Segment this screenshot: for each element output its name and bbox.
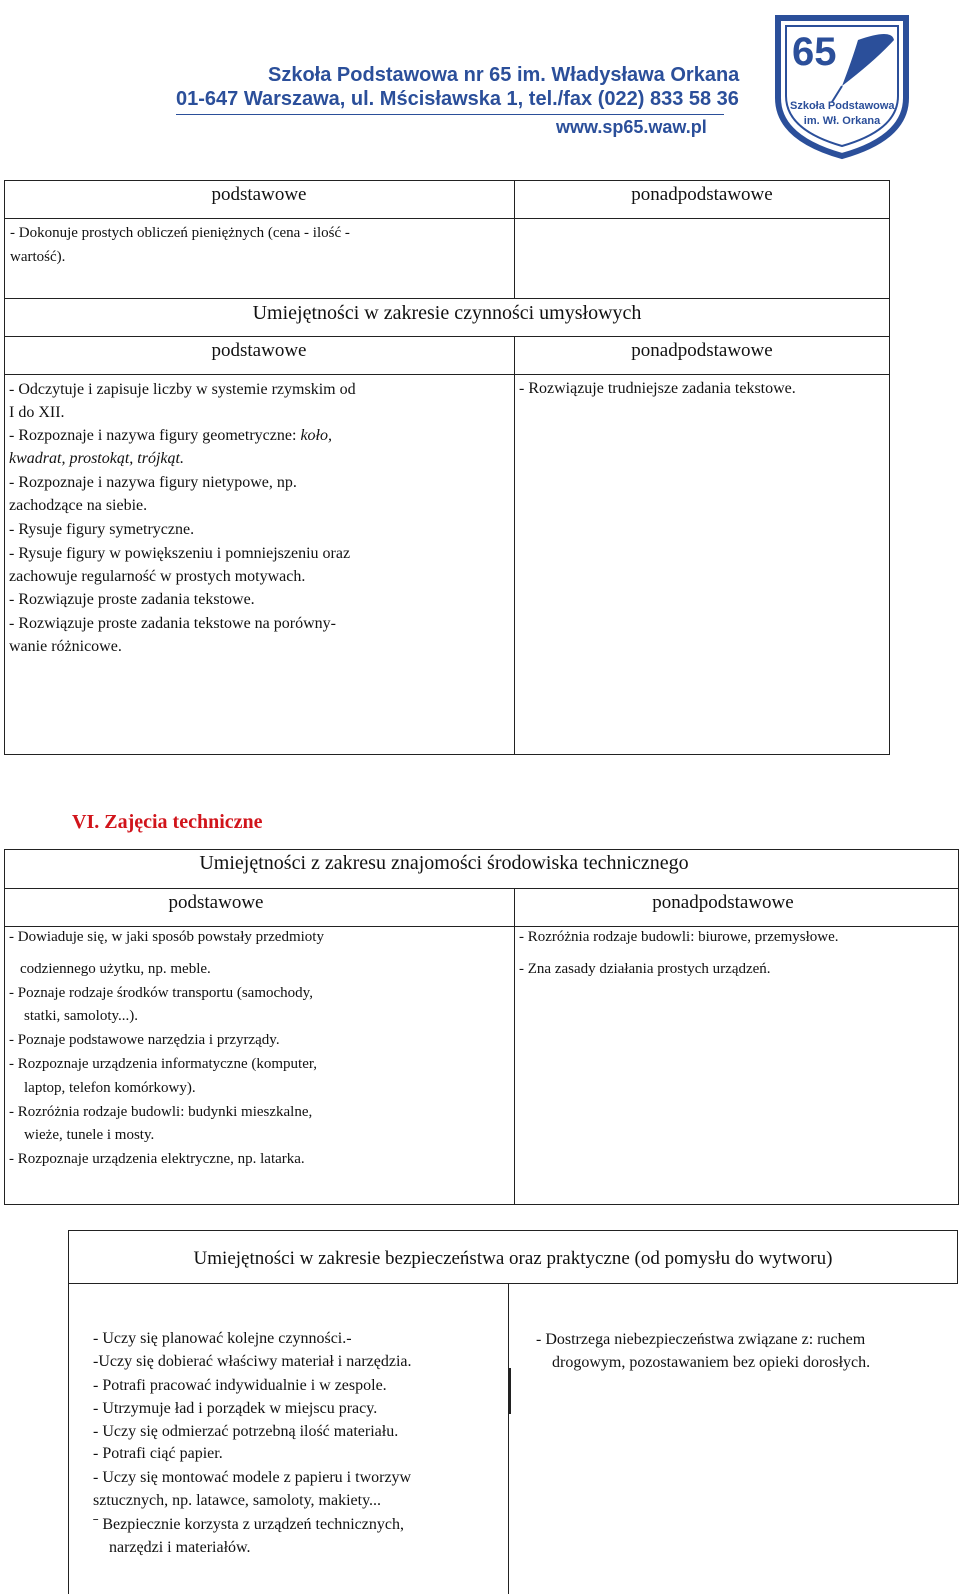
school-logo (772, 10, 912, 160)
table3-basic-line: - Dowiaduje się, w jaki sposób powstały przedmioty (9, 929, 324, 945)
table4-basic-line: - Utrzymuje ład i porządek w miejscu pracy. (93, 1400, 378, 1417)
table3-title: Umiejętności z zakresu znajomości środowiska technicznego (199, 852, 689, 874)
table2-basic-line: zachowuje regularność w prostych motywach. (9, 568, 306, 585)
table2-basic-line-text: - Rozpoznaje i nazywa figury geometryczne: (9, 427, 301, 444)
table3-basic-line: - Rozróżnia rodzaje budowli: budynki mieszkalne, (9, 1104, 313, 1120)
school-address: 01-647 Warszawa, ul. Mścisławska 1, tel./fax (022) 833 58 36 (176, 88, 739, 110)
table4-basic-line: sztucznych, np. latawce, samoloty, makiety... (93, 1492, 382, 1509)
table2-basic-line: - Rozpoznaje i nazywa figury nietypowe, np. (9, 474, 297, 491)
table3-advanced-line: - Rozróżnia rodzaje budowli: biurowe, przemysłowe. (519, 929, 839, 945)
table3-basic-line: - Poznaje podstawowe narzędzia i przyrządy. (9, 1032, 280, 1048)
table2-advanced-line: - Rozwiązuje trudniejsze zadania tekstowe. (519, 380, 796, 397)
table3-basic-line: codziennego użytku, np. meble. (20, 961, 211, 977)
table2-col-basic: podstawowe (211, 340, 307, 361)
table4-basic-line: - Uczy się montować modele z papieru i tworzyw (93, 1469, 412, 1486)
table2-title: Umiejętności w zakresie czynności umysłowych (252, 302, 642, 324)
table3-col-advanced: ponadpodstawowe (652, 892, 794, 913)
logo-line2: im. Wł. Orkana (803, 115, 881, 127)
table1-basic-line: - Dokonuje prostych obliczeń pieniężnych (cena - ilość - (10, 225, 350, 241)
table2-basic-line (9, 424, 332, 448)
table4-title: Umiejętności w zakresie bezpieczeństwa oraz praktyczne (od pomysłu do wytworu) (193, 1248, 833, 1269)
table4-advanced-line: drogowym, pozostawaniem bez opieki dorosłych. (552, 1354, 871, 1371)
table2-basic-line: kwadrat, prostokąt, trójkąt. (9, 450, 184, 467)
table3-advanced-line: - Zna zasady działania prostych urządzeń. (519, 961, 771, 977)
table2-col-advanced: ponadpodstawowe (631, 340, 773, 361)
table3-basic-line: - Rozpoznaje urządzenia elektryczne, np. latarka. (9, 1151, 305, 1167)
table4-advanced-line: - Dostrzega niebezpieczeństwa związane z: ruchem (536, 1331, 866, 1348)
table2-basic-line: I do XII. (9, 404, 65, 421)
table3-basic-line: statki, samoloty...). (24, 1008, 139, 1024)
logo-line1: Szkoła Podstawowa (790, 100, 895, 112)
table4-basic-line: - Uczy się planować kolejne czynności.- (93, 1330, 352, 1347)
header-rule (176, 114, 724, 115)
table3-basic-line: - Rozpoznaje urządzenia informatyczne (komputer, (9, 1056, 318, 1072)
table1-col-advanced: ponadpodstawowe (631, 184, 773, 205)
table1-basic-line: wartość). (10, 249, 66, 265)
school-name: Szkoła Podstawowa nr 65 im. Władysława Orkana (268, 64, 740, 86)
table2-basic-line: - Rozwiązuje proste zadania tekstowe. (9, 591, 255, 608)
table2-basic-line: - Rozwiązuje proste zadania tekstowe na porówny- (9, 615, 336, 632)
table4-basic-line: -Uczy się dobierać właściwy materiał i narzędzia. (93, 1353, 412, 1370)
table2-basic-line: wanie różnicowe. (9, 638, 122, 655)
table4-basic-line: - Potrafi ciąć papier. (93, 1445, 223, 1462)
table2-basic-line: - Odczytuje i zapisuje liczby w systemie rzymskim od (9, 381, 356, 398)
table3-basic-line: - Poznaje rodzaje środków transportu (samochody, (9, 985, 313, 1001)
table4-basic-line: ˉ Bezpiecznie korzysta z urządzeń technicznych, (93, 1516, 404, 1533)
table2-basic-line: - Rysuje figury w powiększeniu i pomniejszeniu oraz (9, 545, 351, 562)
table2-basic-line: zachodzące na siebie. (9, 497, 148, 514)
table2-basic-line: - Rysuje figury symetryczne. (9, 521, 195, 538)
table4-basic-line: - Uczy się odmierzać potrzebną ilość materiału. (93, 1423, 399, 1440)
school-website: www.sp65.waw.pl (556, 117, 707, 137)
table3-basic-line: wieże, tunele i mosty. (24, 1127, 155, 1143)
section-heading: VI. Zajęcia techniczne (72, 811, 263, 833)
table3-col-basic: podstawowe (168, 892, 264, 913)
table4-basic-line: - Potrafi pracować indywidualnie i w zespole. (93, 1377, 387, 1394)
table1-col-basic: podstawowe (211, 184, 307, 205)
table3-basic-line: laptop, telefon komórkowy). (24, 1080, 196, 1096)
table2-italic-word: koło, (300, 427, 332, 444)
logo-number: 65 (792, 30, 837, 74)
table4-basic-line: narzędzi i materiałów. (109, 1539, 251, 1556)
